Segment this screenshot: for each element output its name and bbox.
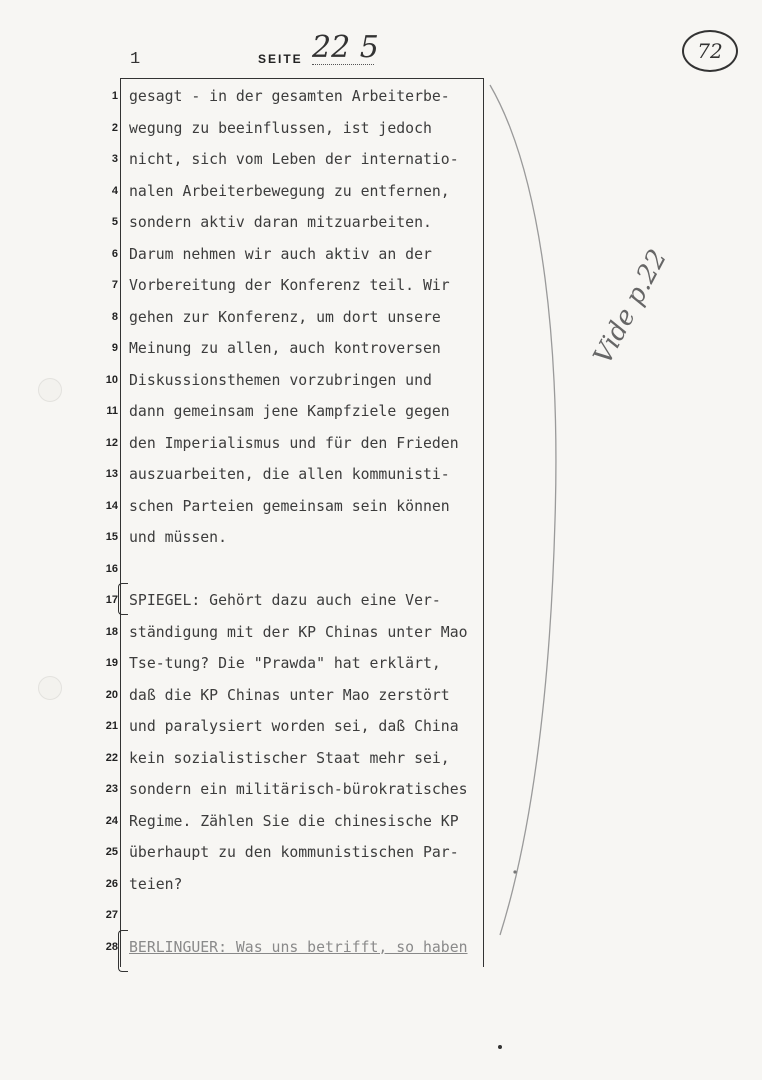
line-number: 16	[105, 562, 118, 575]
line-number: 10	[105, 373, 118, 386]
text-line: überhaupt zu den kommunistischen Par-	[129, 844, 459, 861]
text-line: Darum nehmen wir auch aktiv an der	[129, 245, 432, 263]
text-line: Vorbereitung der Konferenz teil. Wir	[129, 277, 450, 294]
seite-label: SEITE	[258, 52, 303, 66]
circled-number-text: 72	[697, 39, 723, 63]
line-number: 12	[105, 436, 118, 449]
line-number: 27	[105, 909, 118, 921]
line-number: 18	[105, 625, 118, 638]
line-number: 3	[111, 153, 118, 165]
line-number: 24	[105, 814, 118, 827]
page-number: 1	[130, 50, 141, 69]
line-number: 25	[105, 846, 118, 858]
text-line: auszuarbeiten, die allen kommunisti-	[129, 466, 450, 483]
line-number: 4	[111, 184, 118, 197]
text-line: dann gemeinsam jene Kampfziele gegen	[129, 403, 450, 420]
text-line: und müssen.	[129, 529, 227, 546]
text-line: und paralysiert worden sei, daß China	[129, 718, 459, 735]
text-line: sondern ein militärisch-bürokratisches	[129, 781, 468, 798]
line-number: 5	[111, 216, 118, 228]
line-number: 9	[111, 342, 118, 354]
text-line: Diskussionsthemen vorzubringen und	[129, 371, 432, 389]
line-number: 13	[105, 468, 118, 480]
line-number: 23	[105, 783, 118, 795]
line-number: 11	[106, 405, 118, 417]
line-number: 2	[111, 121, 118, 134]
text-line: Tse-tung? Die "Prawda" hat erklärt,	[129, 655, 441, 672]
line-number: 19	[105, 657, 118, 669]
text-line: ständigung mit der KP Chinas unter Mao	[129, 623, 468, 641]
line-number: 26	[105, 877, 118, 890]
text-line: daß die KP Chinas unter Mao zerstört	[129, 686, 450, 704]
line-number: 17	[105, 594, 118, 606]
line-number: 7	[111, 279, 118, 291]
text-line: gesagt - in der gesamten Arbeiterbe-	[129, 88, 450, 105]
text-line: nalen Arbeiterbewegung zu entfernen,	[129, 182, 450, 200]
line-number: 1	[111, 90, 118, 102]
text-line: gehen zur Konferenz, um dort unsere	[129, 308, 441, 326]
text-line: schen Parteien gemeinsam sein können	[129, 497, 450, 515]
margin-note: Vide p.22	[588, 244, 674, 370]
line-number: 22	[105, 751, 118, 764]
line-number: 14	[105, 499, 118, 512]
line-number: 28	[105, 940, 118, 953]
text-line: BERLINGUER: Was uns betrifft, so haben	[129, 938, 468, 956]
text-line: kein sozialistischer Staat mehr sei,	[129, 749, 450, 767]
text-line: nicht, sich vom Leben der internatio-	[129, 151, 459, 168]
text-line: teien?	[129, 875, 183, 893]
line-number: 8	[111, 310, 118, 323]
text-line: Regime. Zählen Sie die chinesische KP	[129, 812, 459, 830]
line-number: 6	[111, 247, 118, 260]
text-line: SPIEGEL: Gehört dazu auch eine Ver-	[129, 592, 441, 609]
text-line: wegung zu beeinflussen, ist jedoch	[129, 119, 432, 137]
line-number: 20	[105, 688, 118, 701]
seite-handwritten-number: 22 5	[312, 30, 379, 65]
line-number: 21	[105, 720, 118, 732]
text-line: sondern aktiv daran mitzuarbeiten.	[129, 214, 432, 231]
text-line: Meinung zu allen, auch kontroversen	[129, 340, 441, 357]
text-line: den Imperialismus und für den Frieden	[129, 434, 459, 452]
line-number: 15	[105, 531, 118, 543]
